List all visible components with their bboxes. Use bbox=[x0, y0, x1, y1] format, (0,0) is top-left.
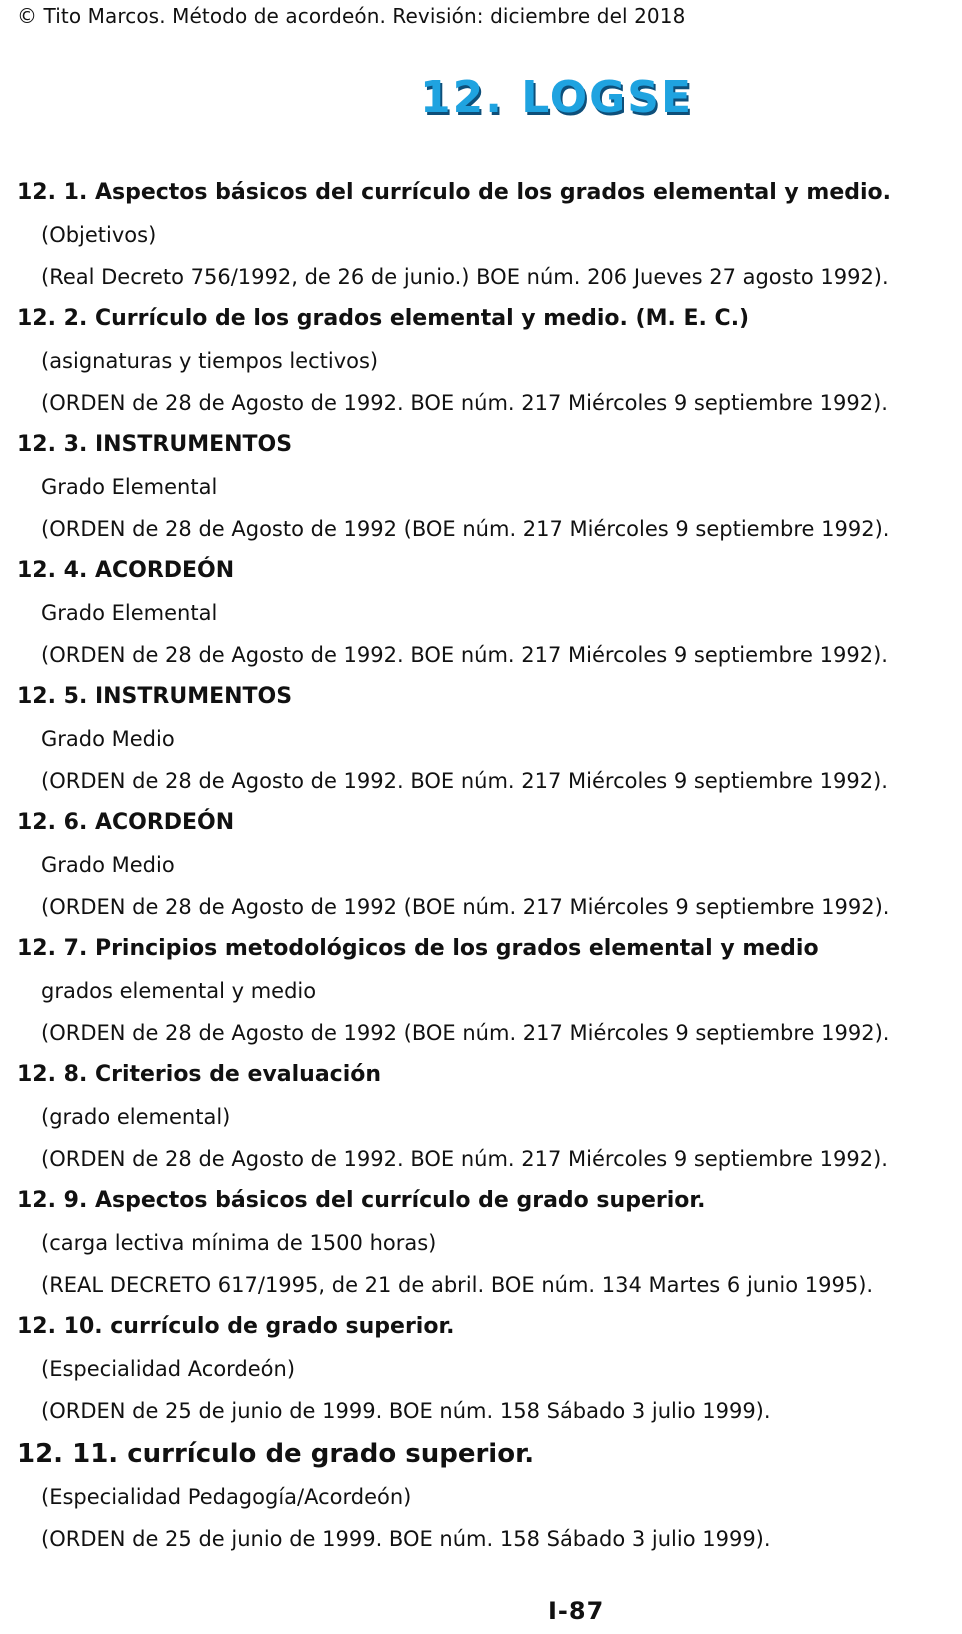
section-subtitle: Grado Medio bbox=[41, 853, 175, 877]
section-subtitle: (grado elemental) bbox=[41, 1105, 231, 1129]
section-12-9 bbox=[0, 1180, 962, 1306]
section-reference: (Real Decreto 756/1992, de 26 de junio.) BOE núm. 206 Jueves 27 agosto 1992). bbox=[41, 265, 889, 289]
section-12-4 bbox=[0, 550, 962, 676]
section-reference: (ORDEN de 28 de Agosto de 1992 (BOE núm. 217 Miércoles 9 septiembre 1992). bbox=[41, 1021, 890, 1045]
section-subtitle: Grado Medio bbox=[41, 727, 175, 751]
section-12-2 bbox=[0, 298, 962, 424]
section-subtitle: (Objetivos) bbox=[41, 223, 157, 247]
section-12-11 bbox=[0, 1432, 962, 1560]
section-12-5 bbox=[0, 676, 962, 802]
section-reference: (ORDEN de 28 de Agosto de 1992 (BOE núm. 217 Miércoles 9 septiembre 1992). bbox=[41, 517, 890, 541]
section-12-3 bbox=[0, 424, 962, 550]
section-title: 12. 8. Criterios de evaluación bbox=[17, 1062, 382, 1087]
section-12-8 bbox=[0, 1054, 962, 1180]
section-title: 12. 11. currículo de grado superior. bbox=[17, 1439, 535, 1469]
section-title: 12. 3. INSTRUMENTOS bbox=[17, 432, 293, 457]
page-number: I-87 bbox=[548, 1597, 605, 1625]
chapter-title: 12. LOGSE bbox=[420, 72, 693, 123]
section-subtitle: (carga lectiva mínima de 1500 horas) bbox=[41, 1231, 437, 1255]
section-title: 12. 6. ACORDEÓN bbox=[17, 810, 235, 835]
section-reference: (ORDEN de 28 de Agosto de 1992. BOE núm. 217 Miércoles 9 septiembre 1992). bbox=[41, 769, 888, 793]
section-subtitle: (asignaturas y tiempos lectivos) bbox=[41, 349, 379, 373]
section-reference: (ORDEN de 28 de Agosto de 1992 (BOE núm. 217 Miércoles 9 septiembre 1992). bbox=[41, 895, 890, 919]
section-subtitle: (Especialidad Pedagogía/Acordeón) bbox=[41, 1485, 412, 1509]
section-title: 12. 1. Aspectos básicos del currículo de los grados elemental y medio. bbox=[17, 180, 891, 205]
section-title: 12. 5. INSTRUMENTOS bbox=[17, 684, 293, 709]
section-subtitle: Grado Elemental bbox=[41, 475, 218, 499]
section-list bbox=[0, 172, 962, 1560]
section-reference: (ORDEN de 28 de Agosto de 1992. BOE núm. 217 Miércoles 9 septiembre 1992). bbox=[41, 1147, 888, 1171]
section-subtitle: (Especialidad Acordeón) bbox=[41, 1357, 296, 1381]
copyright-header: © Tito Marcos. Método de acordeón. Revisión: diciembre del 2018 bbox=[17, 4, 686, 28]
section-title: 12. 9. Aspectos básicos del currículo de grado superior. bbox=[17, 1188, 706, 1213]
section-title: 12. 4. ACORDEÓN bbox=[17, 558, 235, 583]
section-12-6 bbox=[0, 802, 962, 928]
section-reference: (ORDEN de 25 de junio de 1999. BOE núm. 158 Sábado 3 julio 1999). bbox=[41, 1399, 771, 1423]
section-12-7 bbox=[0, 928, 962, 1054]
section-reference: (ORDEN de 28 de Agosto de 1992. BOE núm. 217 Miércoles 9 septiembre 1992). bbox=[41, 643, 888, 667]
section-reference: (REAL DECRETO 617/1995, de 21 de abril. BOE núm. 134 Martes 6 junio 1995). bbox=[41, 1273, 874, 1297]
section-subtitle: Grado Elemental bbox=[41, 601, 218, 625]
section-subtitle: grados elemental y medio bbox=[41, 979, 317, 1003]
section-title: 12. 10. currículo de grado superior. bbox=[17, 1314, 455, 1339]
section-reference: (ORDEN de 28 de Agosto de 1992. BOE núm. 217 Miércoles 9 septiembre 1992). bbox=[41, 391, 888, 415]
section-12-10 bbox=[0, 1306, 962, 1432]
section-title: 12. 2. Currículo de los grados elemental y medio. (M. E. C.) bbox=[17, 306, 750, 331]
section-12-1 bbox=[0, 172, 962, 298]
section-reference: (ORDEN de 25 de junio de 1999. BOE núm. 158 Sábado 3 julio 1999). bbox=[41, 1527, 771, 1551]
section-title: 12. 7. Principios metodológicos de los grados elemental y medio bbox=[17, 936, 819, 961]
